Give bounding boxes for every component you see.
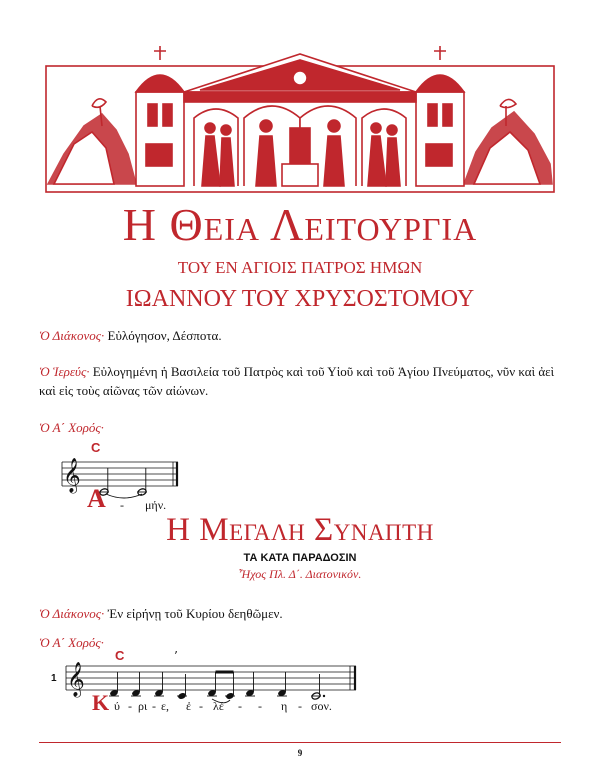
lyric-syllable: ρι xyxy=(138,699,148,713)
lyric-syllable: - xyxy=(120,498,124,512)
role-label: Ὁ Α΄ Χορός· xyxy=(39,635,104,650)
section-tone: Ἦχος Πλ. Δ΄. Διατονικόν. xyxy=(238,567,362,581)
role-label: Ὁ Α΄ Χορός· xyxy=(39,420,104,435)
lyric-syllable: - xyxy=(199,699,203,713)
paragraph-deacon-2 xyxy=(39,604,563,623)
lyric-syllable: ε, xyxy=(161,699,170,713)
title-subtitle-2: ΙΩΑΝΝΟΥ ΤΟΥ ΧΡΥΣΟΣΤΟΜΟΥ xyxy=(125,286,475,312)
role-label: Ὁ Ἱερεύς· xyxy=(39,364,90,379)
role-label: Ὁ Διάκονος· xyxy=(39,606,105,621)
lyric-syllable: - xyxy=(238,699,242,713)
paragraph-text: Εὐλογημένη ἡ Βασιλεία τοῦ Πατρὸς καὶ τοῦ Υἱοῦ καὶ τοῦ Ἁγίου Πνεύματος, νῦν καὶ ἀεὶ καὶ εἰς τοὺς αἰῶνας τῶν αἰώνων. xyxy=(39,364,555,398)
paragraph-choir-1 xyxy=(39,418,563,437)
lyric-syllable: λέ xyxy=(213,699,224,713)
music-staff-1 xyxy=(60,440,190,510)
drop-initial: Κ xyxy=(92,690,110,715)
treble-clef-icon: 𝄞 xyxy=(67,662,85,697)
lyric-syllable: - xyxy=(128,699,132,713)
measure-number: 1 xyxy=(51,673,57,684)
title-subtitle-1: ΤΟΥ ΕΝ ΑΓΙΟΙΣ ΠΑΤΡΟΣ ΗΜΩΝ xyxy=(177,258,423,277)
section-subtitle: ΤΑ ΚΑΤΑ ΠΑΡΑΔΟΣΙΝ xyxy=(243,552,357,564)
paragraph-deacon xyxy=(39,326,563,345)
breath-mark-icon: ’ xyxy=(174,649,178,663)
lyric-syllable: ύ xyxy=(114,699,120,713)
lyric-syllable: σον. xyxy=(311,699,332,713)
chord-symbol: C xyxy=(115,648,125,663)
paragraph-priest xyxy=(39,362,563,400)
lyric-syllable: - xyxy=(258,699,262,713)
lyric-syllable: ἐ xyxy=(186,699,192,713)
page-number: 9 xyxy=(297,748,303,758)
lyric-syllable: - xyxy=(298,699,302,713)
footer-rule xyxy=(39,742,561,743)
role-label: Ὁ Διάκονος· xyxy=(39,328,105,343)
paragraph-text: Ἐν εἰρήνῃ τοῦ Κυρίου δεηθῶμεν. xyxy=(107,606,283,621)
chord-symbol: C xyxy=(91,440,101,455)
page-title: Η Θεια Λειτουργια xyxy=(122,199,478,250)
church-header-illustration xyxy=(44,44,556,194)
drop-initial: Α xyxy=(87,484,106,513)
lyric-syllable: η xyxy=(281,699,288,713)
lyric-syllable: μήν. xyxy=(145,498,167,512)
paragraph-text: Εὐλόγησον, Δέσποτα. xyxy=(107,328,222,343)
lyric-syllable: - xyxy=(152,699,156,713)
treble-clef-icon: 𝄞 xyxy=(63,458,81,493)
section-title: Η Μεγαλη Συναπτη xyxy=(166,512,434,548)
